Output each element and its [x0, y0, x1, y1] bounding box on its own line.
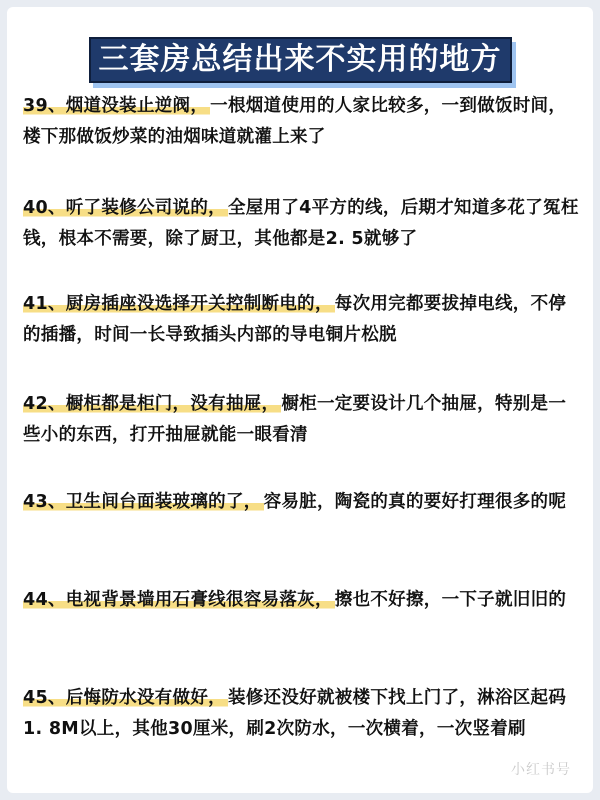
list-item	[23, 193, 583, 255]
item-text: 装修还没好就被楼下找上门了，淋浴区起码1. 8M以上，其他30厘米，刷2次防水，一次横着，一次竖着刷	[23, 688, 567, 739]
item-highlight: 45、后悔防水没有做好，	[23, 688, 226, 708]
item-highlight: 39、烟道没装止逆阀，	[23, 96, 209, 116]
list-item	[23, 683, 583, 745]
list-item	[23, 487, 583, 518]
list-item	[23, 91, 583, 153]
list-item	[23, 389, 583, 451]
item-text: 每次用完都要拔掉电线，不停的插播，时间一长导致插头内部的导电铜片松脱	[23, 294, 567, 345]
item-text: 全屋用了4平方的线，后期才知道多花了冤枉钱，根本不需要，除了厨卫，其他都是2. 5就够了	[23, 198, 579, 249]
item-text: 一根烟道使用的人家比较多，一到做饭时间，楼下那做饭炒菜的油烟味道就灌上来了	[23, 96, 567, 147]
list-item	[23, 289, 583, 351]
page-title: 三套房总结出来不实用的地方	[89, 37, 512, 83]
item-highlight: 44、电视背景墙用石膏线很容易落灰，	[23, 590, 333, 610]
item-highlight: 43、卫生间台面装玻璃的了，	[23, 492, 262, 512]
item-text: 擦也不好擦，一下子就旧旧的	[334, 590, 567, 610]
title-banner	[7, 37, 593, 83]
item-text: 橱柜一定要设计几个抽屉，特别是一些小的东西，打开抽屉就能一眼看清	[23, 394, 567, 445]
list-item	[23, 585, 583, 616]
item-highlight: 40、听了装修公司说的，	[23, 198, 226, 218]
watermark: 小红书号	[511, 762, 571, 778]
document-card	[7, 7, 593, 793]
item-highlight: 42、橱柜都是柜门，没有抽屉，	[23, 394, 280, 414]
item-text: 容易脏，陶瓷的真的要好打理很多的呢	[263, 492, 567, 512]
item-highlight: 41、厨房插座没选择开关控制断电的，	[23, 294, 333, 314]
